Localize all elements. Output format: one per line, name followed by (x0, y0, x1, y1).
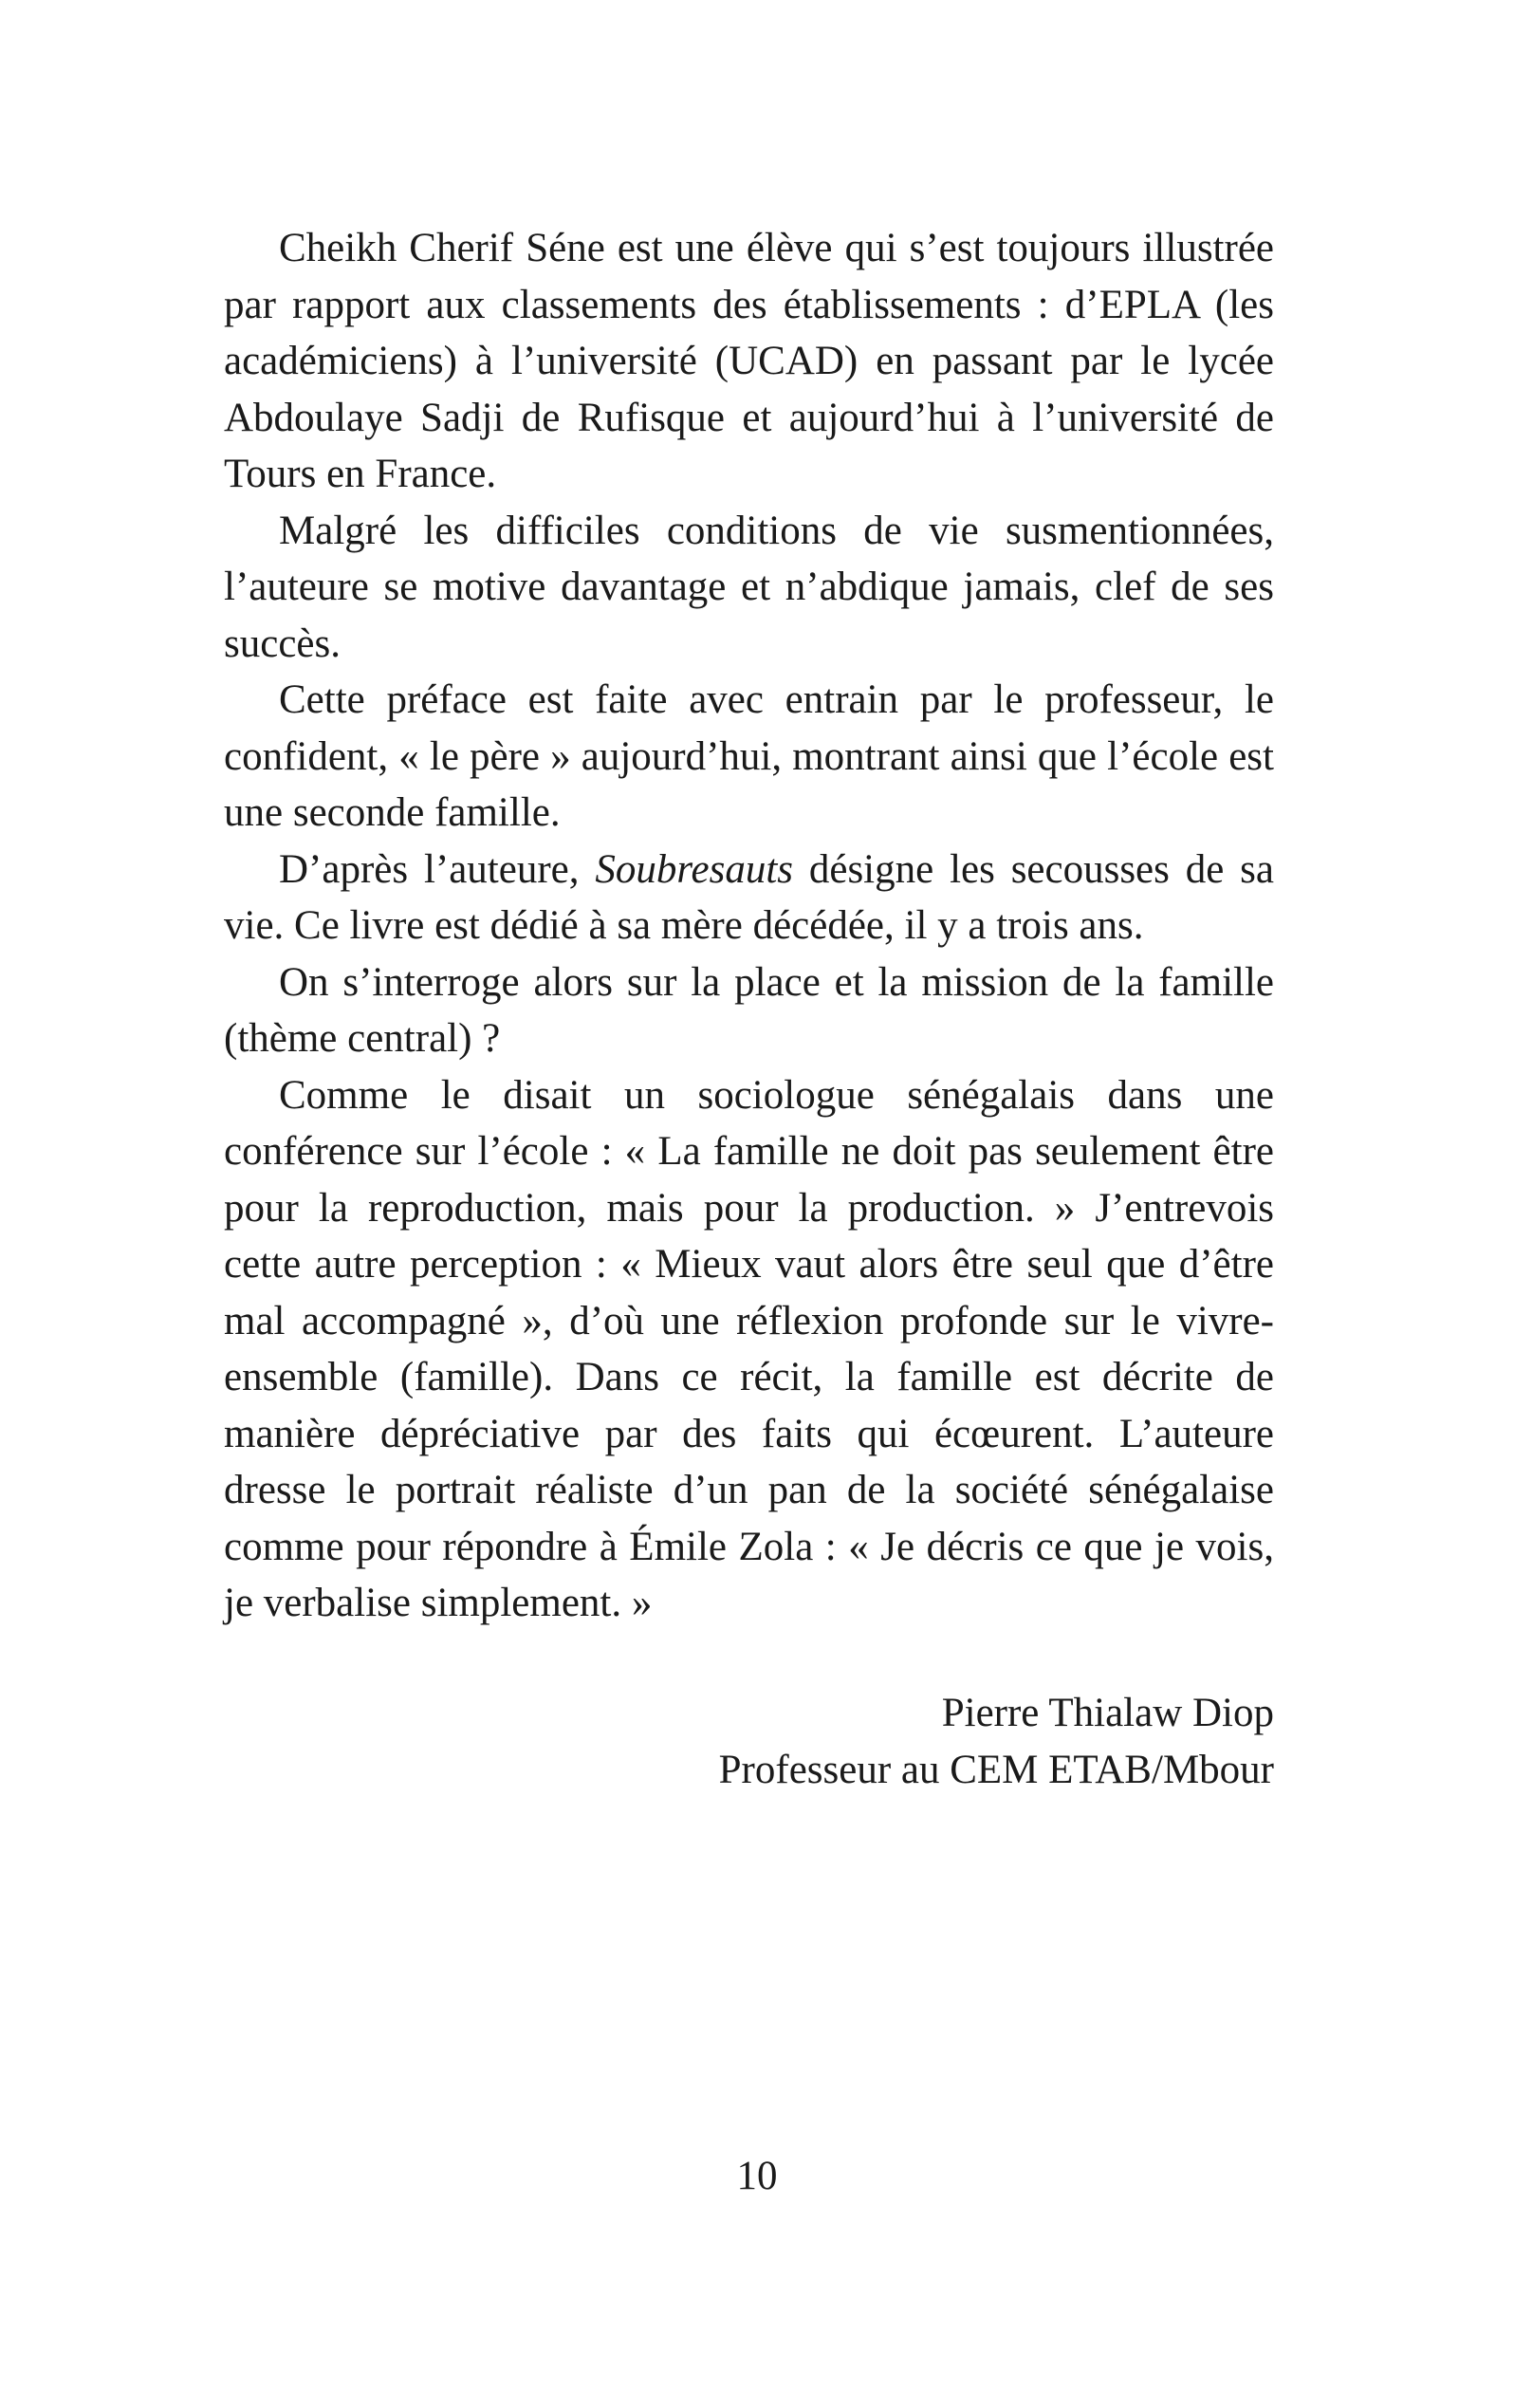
paragraph-6: Comme le disait un sociologue sénégalais dans une conférence sur l’école : « La famille ne doit pas seulement être pour la reproduction, mais pour la production. » J’entrevois cette autre perception : « Mieux vaut alors être seul que d’être mal accompagné », d’où une réflexion profonde sur le vivre-ensemble (famille). Dans ce récit, la famille est décrite de manière dépréciative par des faits qui écœurent. L’auteure dresse le portrait réaliste d’un pan de la société sénégalaise comme pour répondre à Émile Zola : « Je décris ce que je vois, je verbalise simplement. » (224, 1072, 1274, 1625)
paragraph-4 (224, 842, 1274, 954)
paragraph-5: On s’interroge alors sur la place et la mission de la famille (thème central) ? (224, 959, 1274, 1061)
preface-body (224, 220, 1274, 1632)
signature-block (224, 1685, 1274, 1798)
paragraph-4-before: D’après l’auteure, (279, 846, 596, 892)
book-title-italic: Soubresauts (595, 846, 793, 892)
paragraph-3: Cette préface est faite avec entrain par le professeur, le confident, « le père » aujourd’hui, montrant ainsi que l’école est une seconde famille. (224, 677, 1274, 835)
signature-role: Professeur au CEM ETAB/Mbour (718, 1747, 1274, 1792)
paragraph-1: Cheikh Cherif Séne est une élève qui s’est toujours illustrée par rapport aux classements des établissements : d’EPLA (les académiciens) à l’université (UCAD) en passant par le lycée Abdoulaye Sadji de Rufisque et aujourd’hui à l’université de Tours en France. (224, 226, 1274, 496)
page-number: 10 (736, 2154, 778, 2198)
paragraph-2: Malgré les difficiles conditions de vie susmentionnées, l’auteure se motive davantage et n’abdique jamais, clef de ses succès. (224, 508, 1274, 666)
signature-name: Pierre Thialaw Diop (941, 1691, 1274, 1735)
paragraph-4-after: désigne les secousses de sa vie. Ce livre est dédié à sa mère décédée, il y a trois ans. (224, 846, 1275, 948)
